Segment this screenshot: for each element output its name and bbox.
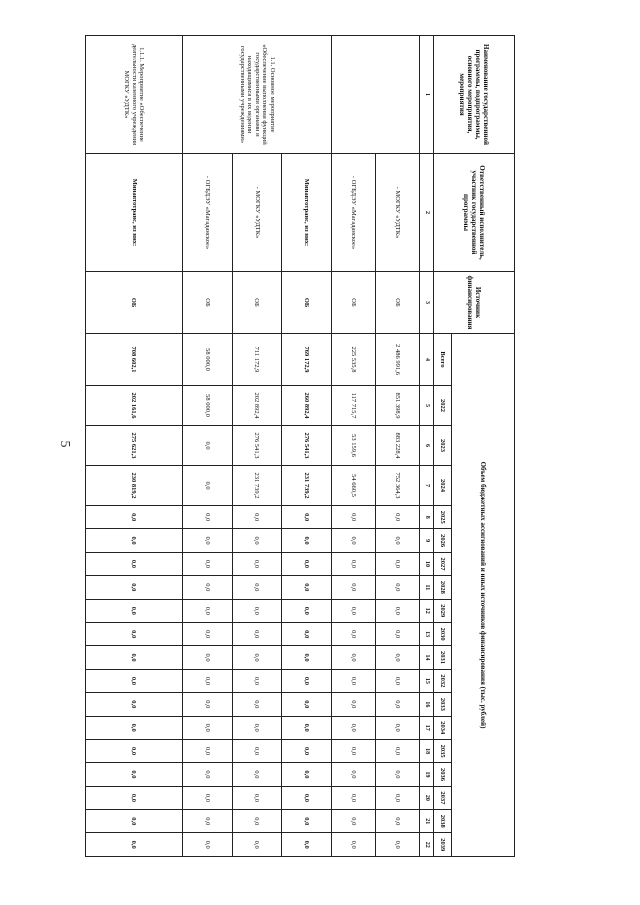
value-cell-zero: 0,0 <box>86 763 183 786</box>
value-cell-zero: 0,0 <box>376 529 420 552</box>
column-number: 12 <box>420 599 434 622</box>
total-cell: 711 172,9 <box>232 334 282 386</box>
value-cell-zero: 0,0 <box>182 576 232 599</box>
value-cell-zero: 0,0 <box>376 763 420 786</box>
header-year: 2030 <box>434 622 452 645</box>
column-number: 2 <box>420 154 434 272</box>
value-cell-zero: 0,0 <box>182 716 232 739</box>
column-number: 20 <box>420 786 434 809</box>
value-cell-zero: 0,0 <box>332 739 376 762</box>
value-cell-zero: 0,0 <box>376 552 420 575</box>
value-cell-2022: 851 398,9 <box>376 386 420 426</box>
value-cell-zero: 0,0 <box>182 506 232 529</box>
column-number: 6 <box>420 426 434 466</box>
value-cell-zero: 0,0 <box>282 739 332 762</box>
program-name-cell <box>332 36 420 154</box>
total-cell: 2 486 991,6 <box>376 334 420 386</box>
header-year: 2039 <box>434 833 452 857</box>
header-executor: Ответственный исполнитель, участник государственной программы <box>434 154 515 272</box>
executor-cell: - МОГКУ «УДТК» <box>376 154 420 272</box>
program-name-cell: 1.1. Основное мероприятие «Обеспечение выполнения функций государственными органами и находящимися в их ведении государственными учреждениями» <box>182 36 331 154</box>
header-total: Всего <box>434 334 452 386</box>
value-cell-2023: 276 541,3 <box>282 426 332 466</box>
value-cell-zero: 0,0 <box>182 646 232 669</box>
header-source: Источник финансирования <box>434 272 515 334</box>
value-cell-zero: 0,0 <box>86 552 183 575</box>
value-cell-2023: 0,0 <box>182 426 232 466</box>
value-cell-zero: 0,0 <box>282 646 332 669</box>
header-year: 2026 <box>434 529 452 552</box>
value-cell-zero: 0,0 <box>86 786 183 809</box>
value-cell-zero: 0,0 <box>232 622 282 645</box>
value-cell-zero: 0,0 <box>376 786 420 809</box>
column-number: 14 <box>420 646 434 669</box>
value-cell-2024: 230 819,2 <box>86 466 183 506</box>
value-cell-2024: 231 739,2 <box>282 466 332 506</box>
total-cell: 769 172,9 <box>282 334 332 386</box>
value-cell-zero: 0,0 <box>332 552 376 575</box>
value-cell-zero: 0,0 <box>86 506 183 529</box>
value-cell-zero: 0,0 <box>376 506 420 529</box>
header-year: 2038 <box>434 810 452 833</box>
header-year: 2024 <box>434 466 452 506</box>
value-cell-zero: 0,0 <box>232 646 282 669</box>
column-number: 17 <box>420 716 434 739</box>
value-cell-zero: 0,0 <box>376 576 420 599</box>
value-cell-2023: 53 159,6 <box>332 426 376 466</box>
table-body <box>86 36 420 857</box>
value-cell-zero: 0,0 <box>282 622 332 645</box>
value-cell-zero: 0,0 <box>332 833 376 857</box>
value-cell-zero: 0,0 <box>376 739 420 762</box>
column-number: 5 <box>420 386 434 426</box>
header-volume: Объем бюджетных ассигнований и иных источников финансирования (тыс. рублей) <box>452 334 515 857</box>
source-cell: ОБ <box>232 272 282 334</box>
value-cell-zero: 0,0 <box>282 693 332 716</box>
value-cell-zero: 0,0 <box>332 786 376 809</box>
value-cell-2023: 275 621,3 <box>86 426 183 466</box>
executor-cell: - ОГБДЭУ «Магаданское» <box>182 154 232 272</box>
column-number: 9 <box>420 529 434 552</box>
executor-cell: - МОГКУ «УДТК» <box>232 154 282 272</box>
header-year: 2033 <box>434 693 452 716</box>
value-cell-zero: 0,0 <box>282 529 332 552</box>
value-cell-zero: 0,0 <box>86 739 183 762</box>
source-cell: ОБ <box>332 272 376 334</box>
total-cell: 708 602,1 <box>86 334 183 386</box>
value-cell-2024: 231 739,2 <box>232 466 282 506</box>
value-cell-zero: 0,0 <box>182 529 232 552</box>
executor-cell: Минавтотранс, из них: <box>282 154 332 272</box>
value-cell-zero: 0,0 <box>232 599 282 622</box>
value-cell-zero: 0,0 <box>282 833 332 857</box>
funding-table <box>85 35 515 857</box>
value-cell-zero: 0,0 <box>232 669 282 692</box>
header-year: 2028 <box>434 576 452 599</box>
value-cell-2023: 883 228,4 <box>376 426 420 466</box>
header-year: 2037 <box>434 786 452 809</box>
value-cell-zero: 0,0 <box>332 763 376 786</box>
column-number: 22 <box>420 833 434 857</box>
total-cell: 58 000,0 <box>182 334 232 386</box>
header-year: 2023 <box>434 426 452 466</box>
column-number: 13 <box>420 622 434 645</box>
value-cell-zero: 0,0 <box>182 552 232 575</box>
column-number: 10 <box>420 552 434 575</box>
value-cell-zero: 0,0 <box>232 716 282 739</box>
table-row <box>282 36 332 857</box>
value-cell-zero: 0,0 <box>282 599 332 622</box>
value-cell-2022: 117 715,7 <box>332 386 376 426</box>
value-cell-zero: 0,0 <box>182 786 232 809</box>
column-numbers-row <box>420 36 434 857</box>
value-cell-2022: 202 161,6 <box>86 386 183 426</box>
value-cell-zero: 0,0 <box>182 833 232 857</box>
value-cell-zero: 0,0 <box>232 506 282 529</box>
value-cell-zero: 0,0 <box>232 833 282 857</box>
column-number: 3 <box>420 272 434 334</box>
value-cell-zero: 0,0 <box>86 810 183 833</box>
value-cell-zero: 0,0 <box>86 599 183 622</box>
value-cell-zero: 0,0 <box>376 622 420 645</box>
column-number: 11 <box>420 576 434 599</box>
value-cell-zero: 0,0 <box>86 622 183 645</box>
source-cell: ОБ <box>376 272 420 334</box>
header-year: 2025 <box>434 506 452 529</box>
executor-cell: - ОГБДЭУ «Магаданское» <box>332 154 376 272</box>
value-cell-zero: 0,0 <box>232 786 282 809</box>
value-cell-zero: 0,0 <box>332 576 376 599</box>
value-cell-zero: 0,0 <box>332 529 376 552</box>
table-row <box>232 36 282 857</box>
value-cell-zero: 0,0 <box>182 763 232 786</box>
executor-cell: Минавтотранс, из них: <box>86 154 183 272</box>
value-cell-zero: 0,0 <box>182 810 232 833</box>
header-year: 2035 <box>434 739 452 762</box>
value-cell-2024: 752 364,3 <box>376 466 420 506</box>
value-cell-zero: 0,0 <box>282 506 332 529</box>
value-cell-zero: 0,0 <box>282 669 332 692</box>
table-row <box>376 36 420 857</box>
value-cell-zero: 0,0 <box>232 576 282 599</box>
value-cell-zero: 0,0 <box>282 810 332 833</box>
value-cell-zero: 0,0 <box>182 622 232 645</box>
value-cell-zero: 0,0 <box>182 599 232 622</box>
header-year: 2027 <box>434 552 452 575</box>
value-cell-2022: 58 000,0 <box>182 386 232 426</box>
value-cell-zero: 0,0 <box>332 599 376 622</box>
table-row <box>332 36 376 857</box>
value-cell-zero: 0,0 <box>86 833 183 857</box>
value-cell-2022: 260 892,4 <box>282 386 332 426</box>
value-cell-zero: 0,0 <box>376 669 420 692</box>
column-number: 4 <box>420 334 434 386</box>
column-number: 21 <box>420 810 434 833</box>
value-cell-zero: 0,0 <box>182 693 232 716</box>
table-container <box>85 35 515 857</box>
column-number: 16 <box>420 693 434 716</box>
value-cell-zero: 0,0 <box>332 646 376 669</box>
column-number: 8 <box>420 506 434 529</box>
value-cell-zero: 0,0 <box>86 646 183 669</box>
value-cell-2024: 54 660,5 <box>332 466 376 506</box>
header-year: 2029 <box>434 599 452 622</box>
source-cell: ОБ <box>282 272 332 334</box>
program-name-cell: 1.1.1. Мероприятие «Обеспечение деятельности казенного учреждения МОГКУ «УДТК» <box>86 36 183 154</box>
value-cell-zero: 0,0 <box>332 669 376 692</box>
value-cell-zero: 0,0 <box>232 552 282 575</box>
value-cell-zero: 0,0 <box>376 599 420 622</box>
column-number: 1 <box>420 36 434 154</box>
value-cell-zero: 0,0 <box>282 716 332 739</box>
value-cell-zero: 0,0 <box>282 786 332 809</box>
header-program-name: Наименование государственной программы, подпрограммы, основного мероприятия, мероприятия <box>434 36 515 154</box>
value-cell-zero: 0,0 <box>376 646 420 669</box>
column-number: 19 <box>420 763 434 786</box>
value-cell-zero: 0,0 <box>232 693 282 716</box>
value-cell-zero: 0,0 <box>86 669 183 692</box>
value-cell-zero: 0,0 <box>86 529 183 552</box>
value-cell-zero: 0,0 <box>376 833 420 857</box>
value-cell-zero: 0,0 <box>86 576 183 599</box>
source-cell: ОБ <box>86 272 183 334</box>
value-cell-zero: 0,0 <box>86 693 183 716</box>
column-number: 15 <box>420 669 434 692</box>
value-cell-zero: 0,0 <box>182 669 232 692</box>
table-row <box>86 36 183 857</box>
value-cell-zero: 0,0 <box>232 763 282 786</box>
column-number: 18 <box>420 739 434 762</box>
value-cell-zero: 0,0 <box>376 810 420 833</box>
value-cell-zero: 0,0 <box>282 576 332 599</box>
value-cell-zero: 0,0 <box>376 716 420 739</box>
value-cell-2022: 202 892,4 <box>232 386 282 426</box>
value-cell-2023: 276 541,3 <box>232 426 282 466</box>
source-cell: ОБ <box>182 272 232 334</box>
header-year: 2036 <box>434 763 452 786</box>
value-cell-zero: 0,0 <box>282 552 332 575</box>
page-number: 5 <box>57 440 72 448</box>
column-number: 7 <box>420 466 434 506</box>
value-cell-2024: 0,0 <box>182 466 232 506</box>
value-cell-zero: 0,0 <box>232 529 282 552</box>
value-cell-zero: 0,0 <box>332 810 376 833</box>
total-cell: 225 535,8 <box>332 334 376 386</box>
value-cell-zero: 0,0 <box>232 810 282 833</box>
value-cell-zero: 0,0 <box>332 693 376 716</box>
value-cell-zero: 0,0 <box>182 739 232 762</box>
header-year: 2031 <box>434 646 452 669</box>
value-cell-zero: 0,0 <box>86 716 183 739</box>
header-year: 2022 <box>434 386 452 426</box>
table-row <box>182 36 232 857</box>
value-cell-zero: 0,0 <box>332 622 376 645</box>
value-cell-zero: 0,0 <box>376 693 420 716</box>
value-cell-zero: 0,0 <box>332 506 376 529</box>
header-year: 2034 <box>434 716 452 739</box>
header-year: 2032 <box>434 669 452 692</box>
value-cell-zero: 0,0 <box>332 716 376 739</box>
value-cell-zero: 0,0 <box>282 763 332 786</box>
value-cell-zero: 0,0 <box>232 739 282 762</box>
